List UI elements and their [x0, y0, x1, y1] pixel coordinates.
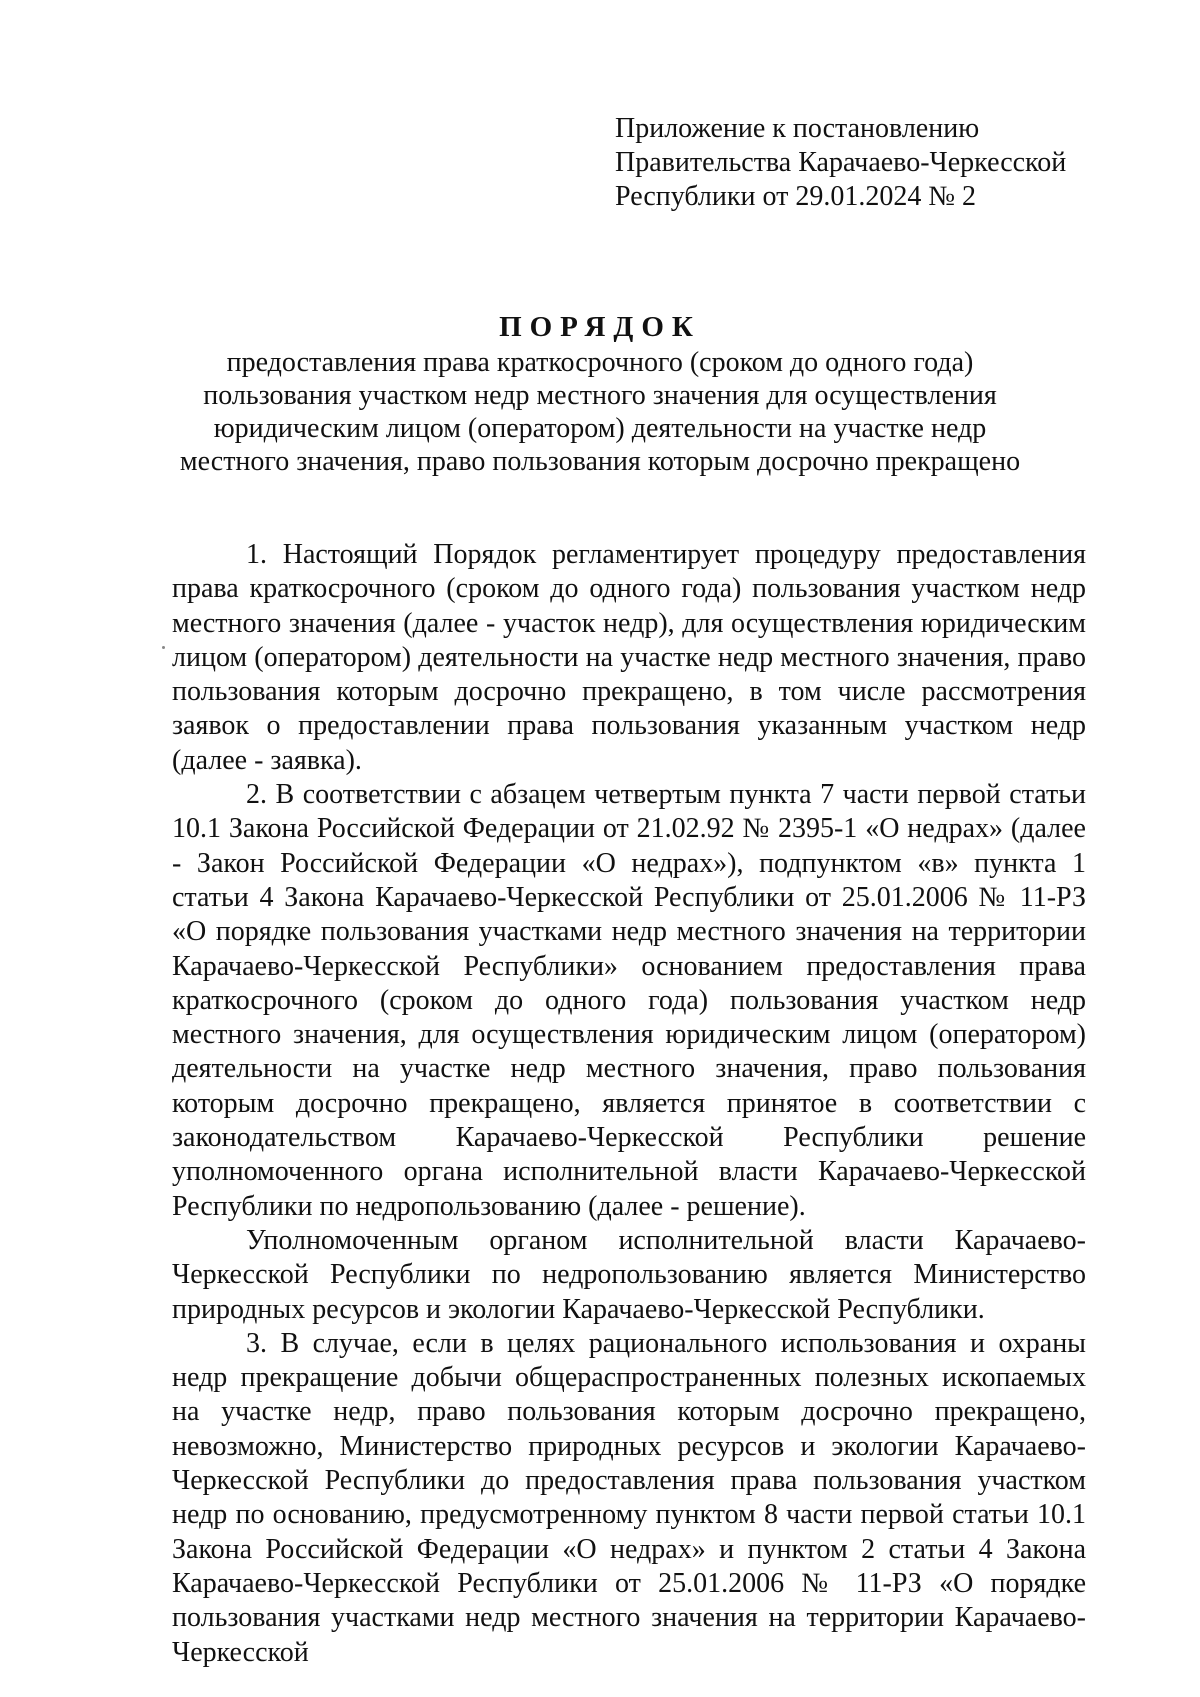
paragraph-3: Уполномоченным органом исполнительной власти Карачаево-Черкесской Республики по недропользованию является Министерство природных ресурсов и экологии Карачаево-Черкесской Республики.: [172, 1224, 1086, 1325]
document-title: ПОРЯДОК: [499, 311, 701, 343]
appendix-line-3: Республики от 29.01.2024 № 2: [615, 181, 977, 212]
appendix-note: [615, 112, 1135, 214]
document-subtitle: [100, 346, 1100, 478]
paragraph-1: 1. Настоящий Порядок регламентирует процедуру предоставления права краткосрочного (сроком до одного года) пользования участком недр местного значения (далее - участок недр), для осуществления юридическим лицом (оператором) деятельности на участке недр местного значения, право пользования которым досрочно прекращено, в том числе рассмотрения заявок о предоставлении права пользования указанным участком недр (далее - заявка).: [172, 539, 1086, 776]
document-body: [172, 538, 1086, 1670]
subtitle-line-1: предоставления права краткосрочного (сроком до одного года): [226, 347, 974, 378]
scan-speck: [162, 646, 165, 649]
subtitle-line-3: юридическим лицом (оператором) деятельности на участке недр: [213, 413, 987, 444]
subtitle-line-2: пользования участком недр местного значения для осуществления: [203, 380, 997, 411]
subtitle-line-4: местного значения, право пользования которым досрочно прекращено: [179, 446, 1021, 477]
appendix-line-2: Правительства Карачаево-Черкесской: [615, 147, 1067, 178]
paragraph-4: 3. В случае, если в целях рационального использования и охраны недр прекращение добычи общераспространенных полезных ископаемых на участке недр, право пользования которым досрочно прекращено, невозможно, Министерство природных ресурсов и экологии Карачаево-Черкесской Республики до предоставления права пользования участком недр по основанию, предусмотренному пунктом 8 части первой статьи 10.1 Закона Российской Федерации «О недрах» и пунктом 2 статьи 4 Закона Карачаево-Черкесской Республики от 25.01.2006 № 11-РЗ «О порядке пользования участками недр местного значения на территории Карачаево-Черкесской: [172, 1327, 1086, 1668]
paragraph-2: 2. В соответствии с абзацем четвертым пункта 7 части первой статьи 10.1 Закона Российской Федерации от 21.02.92 № 2395-1 «О недрах» (далее - Закон Российской Федерации «О недрах»), подпунктом «в» пункта 1 статьи 4 Закона Карачаево-Черкесской Республики от 25.01.2006 № 11-РЗ «О порядке пользования участками недр местного значения на территории Карачаево-Черкесской Республики» основанием предоставления права краткосрочного (сроком до одного года) пользования участком недр местного значения, для осуществления юридическим лицом (оператором) деятельности на участке недр местного значения, право пользования которым досрочно прекращено, является принятое в соответствии с законодательством Карачаево-Черкесской Республики решение уполномоченного органа исполнительной власти Карачаево-Черкесской Республики по недропользованию (далее - решение).: [172, 779, 1086, 1222]
appendix-line-1: Приложение к постановлению: [615, 113, 980, 144]
